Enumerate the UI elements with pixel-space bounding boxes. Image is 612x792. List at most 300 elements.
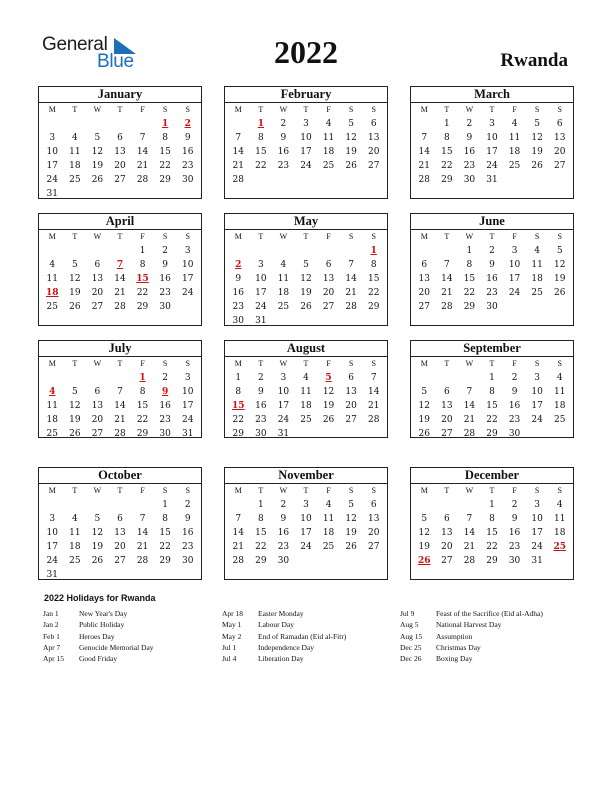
month-may bbox=[224, 213, 388, 326]
day-cell: 22 bbox=[441, 161, 453, 171]
weekday-header: W bbox=[279, 105, 288, 114]
empty-day-cell bbox=[41, 117, 64, 131]
day-cell: 28 bbox=[136, 556, 149, 566]
day-cell: 6 bbox=[556, 119, 563, 129]
weekday-header: M bbox=[48, 232, 56, 241]
weekday-header: T bbox=[489, 486, 495, 495]
day-cell: 20 bbox=[418, 288, 430, 298]
day-cell: 13 bbox=[553, 133, 566, 143]
weekday-header: M bbox=[48, 105, 56, 114]
weekday-header: M bbox=[234, 359, 242, 368]
day-cell: 25 bbox=[277, 302, 290, 312]
month-march bbox=[410, 86, 574, 199]
empty-day-cell bbox=[86, 244, 109, 258]
holiday-date: Dec 25 bbox=[400, 642, 422, 652]
empty-day-cell bbox=[64, 498, 87, 512]
month-title: May bbox=[225, 214, 387, 230]
day-cell: 3 bbox=[184, 246, 191, 256]
day-cell: 14 bbox=[463, 401, 476, 411]
day-cell: 17 bbox=[508, 274, 521, 284]
holiday-item bbox=[222, 642, 346, 653]
day-cell: 14 bbox=[136, 528, 149, 538]
day-cell: 2 bbox=[162, 373, 168, 383]
day-cell: 9 bbox=[511, 387, 518, 397]
holiday-name: National Harvest Day bbox=[436, 620, 502, 630]
weekday-header: S bbox=[348, 105, 354, 114]
weekday-header: T bbox=[72, 232, 78, 241]
holiday-name: Liberation Day bbox=[258, 654, 304, 664]
day-cell: 15 bbox=[136, 401, 149, 411]
day-cell: 24 bbox=[508, 288, 521, 298]
day-cell: 5 bbox=[71, 387, 78, 397]
empty-day-cell bbox=[86, 117, 109, 131]
day-cell: 3 bbox=[489, 119, 495, 129]
day-cell: 19 bbox=[322, 401, 335, 411]
day-cell: 20 bbox=[441, 415, 453, 425]
day-cell: 16 bbox=[277, 147, 290, 157]
day-cell: 14 bbox=[232, 147, 244, 157]
day-cell: 21 bbox=[114, 415, 126, 425]
day-cell: 12 bbox=[345, 133, 357, 143]
day-cell: 31 bbox=[486, 175, 498, 185]
day-cell: 20 bbox=[91, 288, 104, 298]
holiday-name: Labour Day bbox=[258, 620, 295, 630]
month-title: February bbox=[225, 87, 387, 103]
day-cell: 16 bbox=[255, 401, 267, 411]
day-cell: 13 bbox=[441, 401, 453, 411]
day-cell: 23 bbox=[508, 542, 521, 552]
weekday-header: S bbox=[162, 232, 168, 241]
day-cell: 8 bbox=[162, 514, 168, 524]
weekday-header: S bbox=[162, 486, 168, 495]
day-cell: 13 bbox=[91, 274, 104, 284]
day-cell: 8 bbox=[370, 260, 377, 270]
day-cell: 2 bbox=[280, 500, 287, 510]
holiday-day-cell: 1 bbox=[257, 119, 264, 129]
day-cell: 24 bbox=[46, 556, 58, 566]
day-cell: 9 bbox=[280, 133, 287, 143]
weekday-header: T bbox=[489, 105, 495, 114]
weekday-header: W bbox=[465, 105, 474, 114]
empty-day-cell bbox=[109, 244, 132, 258]
day-cell: 11 bbox=[322, 514, 335, 524]
weekday-header: T bbox=[303, 486, 309, 495]
empty-day-cell bbox=[109, 498, 132, 512]
day-cell: 30 bbox=[255, 429, 267, 439]
day-cell: 26 bbox=[69, 429, 81, 439]
day-cell: 7 bbox=[466, 514, 473, 524]
day-cell: 24 bbox=[255, 302, 267, 312]
empty-day-cell bbox=[227, 244, 250, 258]
day-cell: 28 bbox=[441, 302, 453, 312]
day-cell: 24 bbox=[277, 415, 290, 425]
empty-day-cell bbox=[272, 244, 295, 258]
day-cell: 20 bbox=[367, 147, 380, 157]
day-cell: 17 bbox=[277, 401, 290, 411]
day-cell: 22 bbox=[486, 542, 498, 552]
month-title: October bbox=[39, 468, 201, 484]
weekday-header: T bbox=[258, 105, 264, 114]
day-cell: 29 bbox=[486, 429, 498, 439]
holiday-name: Assumption bbox=[436, 631, 473, 641]
day-cell: 8 bbox=[139, 387, 146, 397]
day-cell: 27 bbox=[91, 429, 104, 439]
empty-day-cell bbox=[317, 244, 340, 258]
day-cell: 14 bbox=[367, 387, 380, 397]
day-cell: 6 bbox=[94, 260, 101, 270]
month-title: November bbox=[225, 468, 387, 484]
weekday-header: F bbox=[512, 232, 517, 241]
day-cell: 8 bbox=[257, 133, 264, 143]
day-cell: 20 bbox=[367, 528, 380, 538]
day-cell: 7 bbox=[117, 387, 123, 397]
day-cell: 11 bbox=[322, 133, 335, 143]
weekday-header: M bbox=[48, 486, 56, 495]
weekday-header: M bbox=[234, 232, 242, 241]
logo-text-general: General bbox=[42, 34, 108, 55]
holiday-day-cell: 1 bbox=[162, 119, 169, 129]
day-cell: 2 bbox=[489, 246, 495, 256]
weekday-header: T bbox=[258, 359, 264, 368]
day-cell: 19 bbox=[69, 288, 81, 298]
empty-day-cell bbox=[413, 498, 436, 512]
day-cell: 25 bbox=[531, 288, 543, 298]
day-cell: 24 bbox=[181, 415, 194, 425]
weekday-header: M bbox=[420, 486, 428, 495]
day-cell: 25 bbox=[300, 415, 312, 425]
day-cell: 1 bbox=[139, 246, 146, 256]
holiday-name: Public Holiday bbox=[79, 620, 125, 630]
day-cell: 18 bbox=[531, 274, 543, 284]
holiday-date: Apr 18 bbox=[222, 609, 244, 618]
empty-day-cell bbox=[295, 244, 318, 258]
holiday-name: Independence Day bbox=[258, 642, 315, 652]
day-cell: 12 bbox=[69, 401, 81, 411]
empty-day-cell bbox=[41, 244, 64, 258]
day-cell: 15 bbox=[367, 274, 380, 284]
day-cell: 5 bbox=[303, 260, 309, 270]
day-cell: 28 bbox=[463, 556, 476, 566]
holiday-day-cell: 15 bbox=[232, 401, 245, 411]
weekday-header: M bbox=[420, 359, 428, 368]
day-cell: 6 bbox=[443, 514, 450, 524]
country-name: Rwanda bbox=[500, 50, 568, 71]
day-cell: 5 bbox=[421, 514, 428, 524]
weekday-header: T bbox=[303, 105, 309, 114]
day-cell: 31 bbox=[255, 316, 267, 326]
day-cell: 14 bbox=[345, 274, 357, 284]
day-cell: 29 bbox=[441, 175, 453, 185]
day-cell: 4 bbox=[325, 500, 332, 510]
weekday-header: S bbox=[371, 232, 376, 241]
day-cell: 16 bbox=[159, 274, 171, 284]
day-cell: 7 bbox=[466, 387, 473, 397]
day-cell: 11 bbox=[46, 274, 58, 284]
day-cell: 27 bbox=[441, 556, 453, 566]
empty-day-cell bbox=[131, 498, 154, 512]
day-cell: 8 bbox=[489, 387, 495, 397]
weekday-header: W bbox=[93, 359, 102, 368]
month-june bbox=[410, 213, 574, 326]
day-cell: 16 bbox=[486, 274, 498, 284]
day-cell: 18 bbox=[322, 147, 335, 157]
day-cell: 6 bbox=[94, 387, 101, 397]
day-cell: 12 bbox=[300, 274, 312, 284]
holiday-date: May 2 bbox=[222, 631, 242, 641]
day-cell: 5 bbox=[348, 119, 354, 129]
day-cell: 11 bbox=[531, 260, 543, 270]
day-cell: 16 bbox=[508, 401, 521, 411]
day-cell: 31 bbox=[46, 570, 58, 580]
day-cell: 2 bbox=[257, 373, 264, 383]
day-cell: 24 bbox=[300, 161, 312, 171]
month-title: August bbox=[225, 341, 387, 357]
day-cell: 2 bbox=[466, 119, 473, 129]
weekday-header: S bbox=[534, 232, 540, 241]
day-cell: 5 bbox=[556, 246, 563, 256]
holiday-day-cell: 1 bbox=[370, 246, 377, 256]
day-cell: 10 bbox=[277, 387, 290, 397]
holiday-day-cell: 7 bbox=[116, 260, 124, 270]
day-cell: 4 bbox=[534, 246, 540, 256]
holiday-item bbox=[43, 619, 154, 630]
day-cell: 23 bbox=[277, 161, 290, 171]
weekday-header: S bbox=[162, 359, 168, 368]
day-cell: 11 bbox=[553, 514, 566, 524]
day-cell: 20 bbox=[553, 147, 566, 157]
weekday-header: S bbox=[185, 486, 190, 495]
day-cell: 30 bbox=[159, 429, 171, 439]
weekday-header: S bbox=[371, 359, 376, 368]
day-cell: 17 bbox=[300, 147, 312, 157]
weekday-header: M bbox=[420, 105, 428, 114]
day-cell: 14 bbox=[114, 274, 126, 284]
day-cell: 10 bbox=[300, 133, 312, 143]
day-cell: 17 bbox=[46, 542, 58, 552]
day-cell: 7 bbox=[421, 133, 428, 143]
day-cell: 26 bbox=[345, 161, 357, 171]
day-cell: 26 bbox=[322, 415, 335, 425]
weekday-header: S bbox=[534, 359, 540, 368]
weekday-header: S bbox=[557, 232, 562, 241]
weekday-header: M bbox=[234, 105, 242, 114]
day-cell: 31 bbox=[277, 429, 290, 439]
day-cell: 17 bbox=[181, 274, 194, 284]
weekday-header: T bbox=[489, 232, 495, 241]
day-cell: 14 bbox=[232, 528, 244, 538]
day-cell: 25 bbox=[69, 556, 81, 566]
holiday-date: Aug 5 bbox=[400, 620, 419, 630]
day-cell: 12 bbox=[418, 401, 430, 411]
day-cell: 5 bbox=[348, 500, 354, 510]
day-cell: 25 bbox=[69, 175, 81, 185]
holiday-date: Jan 2 bbox=[43, 620, 59, 630]
day-cell: 16 bbox=[508, 528, 521, 538]
weekday-header: S bbox=[534, 105, 540, 114]
day-cell: 14 bbox=[441, 274, 453, 284]
day-cell: 1 bbox=[489, 500, 495, 510]
weekday-header: F bbox=[140, 359, 145, 368]
weekday-header: S bbox=[557, 486, 562, 495]
day-cell: 4 bbox=[325, 119, 332, 129]
day-cell: 27 bbox=[322, 302, 335, 312]
day-cell: 17 bbox=[531, 401, 543, 411]
day-cell: 8 bbox=[257, 514, 264, 524]
month-days-grid bbox=[411, 230, 573, 314]
day-cell: 13 bbox=[418, 274, 430, 284]
day-cell: 30 bbox=[159, 302, 171, 312]
day-cell: 3 bbox=[511, 246, 518, 256]
holiday-item bbox=[43, 608, 154, 619]
month-days-grid bbox=[411, 357, 573, 441]
day-cell: 22 bbox=[136, 415, 149, 425]
day-cell: 15 bbox=[441, 147, 453, 157]
day-cell: 8 bbox=[162, 133, 168, 143]
month-october bbox=[38, 467, 202, 580]
day-cell: 8 bbox=[466, 260, 473, 270]
day-cell: 15 bbox=[463, 274, 476, 284]
holidays-column bbox=[400, 608, 543, 664]
day-cell: 11 bbox=[69, 528, 81, 538]
day-cell: 18 bbox=[322, 528, 335, 538]
weekday-header: T bbox=[444, 105, 450, 114]
day-cell: 22 bbox=[159, 161, 171, 171]
day-cell: 4 bbox=[556, 500, 563, 510]
holiday-item bbox=[222, 619, 346, 630]
day-cell: 22 bbox=[463, 288, 476, 298]
weekday-header: S bbox=[348, 486, 354, 495]
day-cell: 16 bbox=[159, 401, 171, 411]
day-cell: 30 bbox=[486, 302, 498, 312]
day-cell: 14 bbox=[418, 147, 430, 157]
day-cell: 28 bbox=[114, 429, 126, 439]
holidays-column bbox=[222, 608, 346, 664]
month-title: April bbox=[39, 214, 201, 230]
day-cell: 22 bbox=[159, 542, 171, 552]
month-days-grid bbox=[39, 103, 201, 201]
holiday-date: Dec 26 bbox=[400, 654, 422, 664]
day-cell: 20 bbox=[322, 288, 335, 298]
month-days-grid bbox=[39, 357, 201, 441]
day-cell: 24 bbox=[46, 175, 58, 185]
day-cell: 9 bbox=[162, 260, 168, 270]
weekday-header: T bbox=[72, 105, 78, 114]
holiday-item bbox=[400, 619, 543, 630]
holiday-date: Aug 15 bbox=[400, 631, 423, 641]
day-cell: 3 bbox=[280, 373, 287, 383]
day-cell: 23 bbox=[232, 302, 244, 312]
day-cell: 17 bbox=[255, 288, 267, 298]
day-cell: 26 bbox=[300, 302, 312, 312]
day-cell: 11 bbox=[553, 387, 566, 397]
day-cell: 24 bbox=[486, 161, 498, 171]
weekday-header: W bbox=[465, 232, 474, 241]
day-cell: 13 bbox=[345, 387, 357, 397]
day-cell: 2 bbox=[162, 246, 168, 256]
day-cell: 3 bbox=[534, 500, 540, 510]
day-cell: 15 bbox=[159, 147, 171, 157]
day-cell: 15 bbox=[486, 528, 498, 538]
empty-day-cell bbox=[436, 244, 459, 258]
holiday-date: Apr 15 bbox=[43, 654, 65, 664]
day-cell: 21 bbox=[232, 542, 244, 552]
day-cell: 27 bbox=[114, 556, 126, 566]
holiday-item bbox=[43, 653, 154, 664]
holiday-name: End of Ramadan (Eid al-Fitr) bbox=[258, 631, 347, 641]
day-cell: 6 bbox=[117, 133, 123, 143]
day-cell: 21 bbox=[136, 161, 149, 171]
day-cell: 6 bbox=[117, 514, 123, 524]
holiday-day-cell: 26 bbox=[418, 556, 431, 566]
day-cell: 8 bbox=[489, 514, 495, 524]
empty-day-cell bbox=[41, 498, 64, 512]
day-cell: 20 bbox=[441, 542, 453, 552]
month-days-grid bbox=[225, 230, 387, 328]
day-cell: 12 bbox=[418, 528, 430, 538]
day-cell: 11 bbox=[69, 147, 81, 157]
day-cell: 14 bbox=[463, 528, 476, 538]
month-august bbox=[224, 340, 388, 438]
day-cell: 2 bbox=[511, 500, 518, 510]
empty-day-cell bbox=[41, 371, 64, 385]
day-cell: 6 bbox=[421, 260, 428, 270]
day-cell: 12 bbox=[531, 133, 543, 143]
weekday-header: S bbox=[371, 105, 376, 114]
day-cell: 30 bbox=[232, 316, 244, 326]
month-title: September bbox=[411, 341, 573, 357]
day-cell: 18 bbox=[277, 288, 290, 298]
day-cell: 12 bbox=[553, 260, 566, 270]
day-cell: 2 bbox=[280, 119, 287, 129]
day-cell: 30 bbox=[181, 556, 194, 566]
day-cell: 28 bbox=[114, 302, 126, 312]
day-cell: 27 bbox=[367, 542, 380, 552]
day-cell: 7 bbox=[370, 373, 377, 383]
weekday-header: F bbox=[326, 486, 331, 495]
day-cell: 22 bbox=[367, 288, 380, 298]
weekday-header: F bbox=[512, 486, 517, 495]
weekday-header: T bbox=[303, 232, 309, 241]
empty-day-cell bbox=[227, 498, 250, 512]
weekday-header: F bbox=[326, 359, 331, 368]
day-cell: 21 bbox=[463, 415, 476, 425]
month-days-grid bbox=[225, 103, 387, 187]
day-cell: 25 bbox=[46, 302, 58, 312]
day-cell: 30 bbox=[508, 429, 521, 439]
holiday-item bbox=[400, 653, 543, 664]
day-cell: 10 bbox=[531, 387, 543, 397]
day-cell: 14 bbox=[136, 147, 149, 157]
day-cell: 27 bbox=[441, 429, 453, 439]
day-cell: 25 bbox=[508, 161, 521, 171]
weekday-header: F bbox=[140, 105, 145, 114]
weekday-header: S bbox=[371, 486, 376, 495]
holiday-name: New Year's Day bbox=[79, 609, 128, 618]
weekday-header: T bbox=[72, 359, 78, 368]
day-cell: 12 bbox=[91, 528, 104, 538]
day-cell: 19 bbox=[300, 288, 312, 298]
day-cell: 26 bbox=[69, 302, 81, 312]
day-cell: 28 bbox=[463, 429, 476, 439]
day-cell: 11 bbox=[508, 133, 521, 143]
weekday-header: F bbox=[140, 486, 145, 495]
day-cell: 13 bbox=[367, 514, 380, 524]
month-december bbox=[410, 467, 574, 580]
day-cell: 6 bbox=[348, 373, 354, 383]
day-cell: 4 bbox=[71, 514, 78, 524]
empty-day-cell bbox=[64, 244, 87, 258]
weekday-header: S bbox=[185, 232, 190, 241]
